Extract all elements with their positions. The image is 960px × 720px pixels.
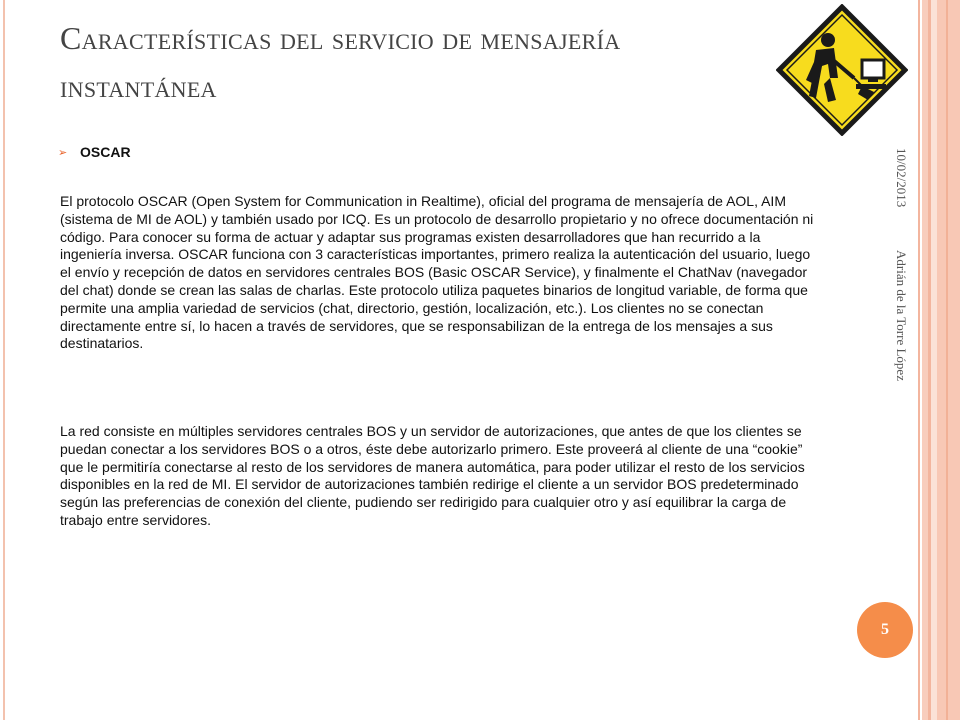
slide-author: Adrián de la Torre López <box>894 250 909 381</box>
bullet-label: OSCAR <box>80 144 131 160</box>
arrow-bullet-icon: ➢ <box>58 146 68 159</box>
page-number-badge <box>857 602 913 658</box>
left-rule <box>3 0 5 720</box>
slide-title: Características del servicio de mensajería instantánea <box>60 20 621 104</box>
decorative-stripe <box>937 0 960 720</box>
construction-worker-sign-icon <box>776 4 908 136</box>
decorative-stripe <box>918 0 920 720</box>
page-number: 5 <box>881 621 889 638</box>
decorative-stripe <box>946 0 948 720</box>
slide-date: 10/02/2013 <box>894 148 909 208</box>
bullet-oscar <box>58 144 131 160</box>
paragraph-network-description: La red consiste en múltiples servidores centrales BOS y un servidor de autorizaciones, que antes de que los clientes se puedan conectar a los servidores BOS o a otros, éste debe autorizarlo primero. Este proveerá al cliente de una “cookie” que le permitiría conectarse al resto de los servidores de manera automática, para poder utilizar el resto de los servicios disponibles en la red de MI. El servidor de autorizaciones también redirige el cliente a un servidor BOS predeterminado según las preferencias de conexión del cliente, pudiendo ser redirigido para cualquier otro y así equilibrar la carga de trabajo entre servidores. <box>60 423 805 528</box>
paragraph-oscar-description: El protocolo OSCAR (Open System for Communication in Realtime), oficial del programa de mensajería de AOL, AIM (sistema de MI de AOL) y también usado por ICQ. Es un protocolo de desarrollo propietario y no ofrece documentación ni código. Para conocer su forma de actuar y adaptar sus programas existen desarrolladores que han recurrido a la ingeniería inversa. OSCAR funciona con 3 características importantes, primero realiza la autenticación del usuario, luego el envío y recepción de datos en servidores centrales BOS (Basic OSCAR Service), y finalmente el ChatNav (navegador del chat) donde se crean las salas de charlas. Este protocolo utiliza paquetes binarios de longitud variable, de forma que permite una amplia variedad de servicios (chat, directorio, gestión, localización, etc.). Los clientes no se conectan directamente entre sí, lo hacen a través de servidores, que se responsabilizan de la entrega de los mensajes a sus destinatarios. <box>60 193 814 352</box>
